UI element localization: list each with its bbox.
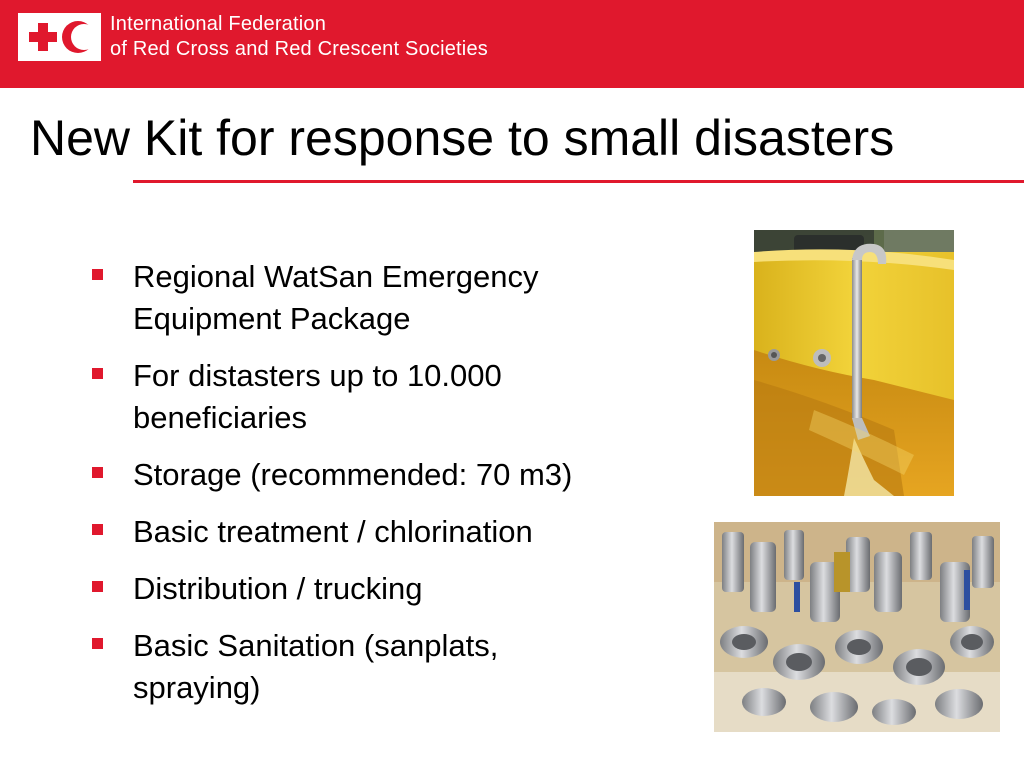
bullet-text-line: spraying) [133,670,261,705]
bullet-text-line: Storage (recommended: 70 m3) [133,457,573,492]
bullet-square-icon [92,638,103,649]
org-name-line-2: of Red Cross and Red Crescent Societies [110,38,488,60]
bullet-item [88,511,708,553]
bullet-text-line: Basic treatment / chlorination [133,514,533,549]
ifrc-logo [18,13,101,61]
organization-name [110,12,488,62]
title-underline [133,180,1024,183]
water-storage-tank-photo [754,230,954,496]
bullet-text-line: Regional WatSan Emergency [133,259,539,294]
bullet-item [88,355,708,439]
bullet-square-icon [92,368,103,379]
bullet-text-line: For distasters up to 10.000 [133,358,502,393]
bullet-text-line: Equipment Package [133,301,411,336]
bullet-text-line: Distribution / trucking [133,571,423,606]
bullet-square-icon [92,269,103,280]
bullet-square-icon [92,467,103,478]
bullet-text-line: beneficiaries [133,400,308,435]
bullet-square-icon [92,581,103,592]
bullet-item [88,454,708,496]
pipe-fittings-photo [714,522,1000,732]
bullet-text-line: Basic Sanitation (sanplats, [133,628,499,663]
bullet-list [88,256,708,724]
org-name-line-1: International Federation [110,13,327,35]
bullet-item [88,568,708,610]
header-banner [0,0,1024,88]
slide-title: New Kit for response to small disasters [30,110,895,166]
red-cross-red-crescent-icon [20,15,99,59]
bullet-square-icon [92,524,103,535]
bullet-item [88,625,708,709]
bullet-item [88,256,708,340]
